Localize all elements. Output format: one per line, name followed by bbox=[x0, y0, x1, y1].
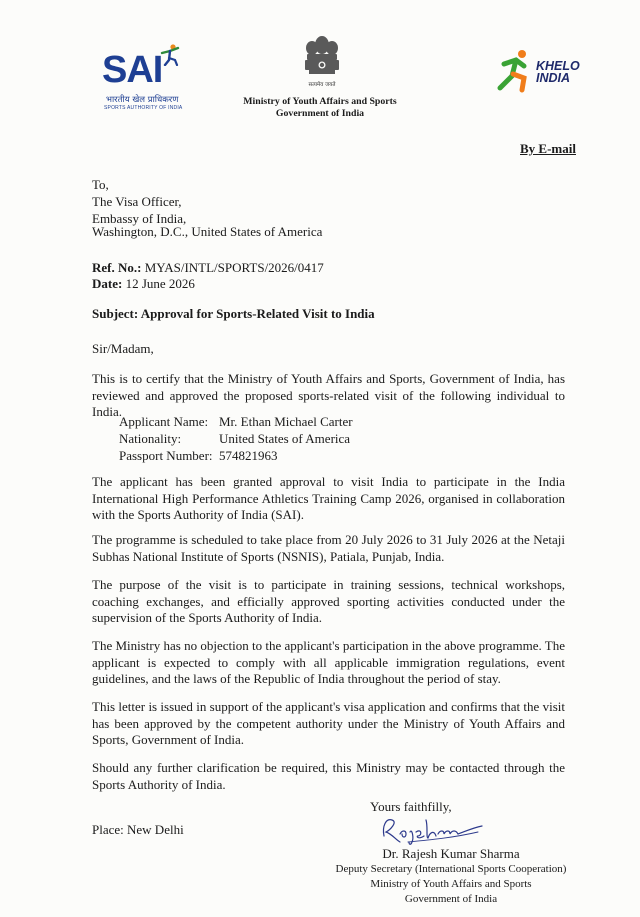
sai-logo-text: SAI bbox=[102, 49, 163, 91]
reference-number bbox=[92, 260, 324, 276]
signatory-title: Deputy Secretary (International Sports Cooperation) bbox=[335, 863, 567, 875]
paragraph-purpose: The purpose of the visit is to participate in training sessions, technical workshops, coaching exchanges, and efficially approved sporting activities conducted under the supervision of the Sports Authority of India. bbox=[92, 577, 565, 625]
khelo-text-line2: INDIA bbox=[536, 71, 571, 85]
emblem-caption: सत्यमेव जयते bbox=[308, 82, 336, 88]
paragraph-support: This letter is issued in support of the applicant's visa application and confirms that the visit has been approved by the competent authority under the Ministry of Youth Affairs and Sports, Government of India. bbox=[92, 699, 565, 747]
address-line2: Embassy of India, bbox=[92, 211, 187, 226]
paragraph-schedule: The programme is scheduled to take place from 20 July 2026 to 31 July 2026 at the Netaji Subhas National Institute of Sports (NSNIS), Patiala, Punjab, India. bbox=[92, 532, 565, 564]
address-line1: The Visa Officer, bbox=[92, 194, 182, 209]
closing-line: Yours faithfilly, bbox=[370, 799, 452, 814]
reference-value: MYAS/INTL/SPORTS/2026/0417 bbox=[144, 260, 324, 275]
ministry-header bbox=[200, 96, 440, 120]
sai-logo bbox=[100, 44, 192, 112]
paragraph-clarification: Should any further clarification be required, this Ministry may be contacted through the Sports Authority of India. bbox=[92, 760, 565, 792]
letter-date bbox=[92, 276, 195, 292]
detail-row bbox=[119, 430, 353, 447]
subject-line: Subject: Approval for Sports-Related Visit to India bbox=[92, 306, 375, 321]
khelo-india-text bbox=[536, 60, 580, 84]
ministry-name: Ministry of Youth Affairs and Sports bbox=[243, 96, 397, 107]
by-email-label: By E-mail bbox=[520, 141, 576, 156]
athlete-figure-icon bbox=[156, 44, 184, 66]
sai-hindi-text: भारतीय खेल प्राधिकरण bbox=[106, 95, 179, 105]
reference-label: Ref. No.: bbox=[92, 260, 142, 275]
detail-label: Nationality: bbox=[119, 431, 182, 446]
paragraph-certification: This is to certify that the Ministry of Youth Affairs and Sports, Government of India, has reviewed and approved the proposed sports-related visit of the following individual to India. bbox=[92, 371, 565, 419]
signatory-ministry: Ministry of Youth Affairs and Sports bbox=[370, 878, 532, 890]
paragraph-no-objection: The Ministry has no objection to the applicant's participation in the above programme. The applicant is expected to comply with all applicable immigration regulations, event guidelines, and the laws of the Republic of India throughout the period of stay. bbox=[92, 638, 565, 686]
signatory-name: Dr. Rajesh Kumar Sharma bbox=[382, 846, 520, 861]
salutation: Sir/Madam, bbox=[92, 341, 154, 356]
handwritten-signature bbox=[378, 812, 488, 846]
national-emblem-icon bbox=[297, 34, 347, 92]
khelo-india-logo bbox=[492, 48, 592, 96]
applicant-details bbox=[119, 413, 353, 464]
paragraph-approval: The applicant has been granted approval to visit India to participate in the India International High Performance Athletics Training Camp 2026, organised in collaboration with the Sports Authority of India (SAI). bbox=[92, 474, 565, 522]
address-to: To, bbox=[92, 177, 109, 192]
detail-label: Applicant Name: bbox=[119, 414, 209, 429]
detail-row bbox=[119, 413, 353, 430]
signatory-government: Government of India bbox=[404, 893, 498, 905]
place-line: Place: New Delhi bbox=[92, 822, 184, 837]
date-value: 12 June 2026 bbox=[125, 276, 195, 291]
address-line3: Washington, D.C., United States of America bbox=[92, 224, 323, 239]
detail-value: United States of America bbox=[219, 431, 351, 446]
khelo-text-line1: KHELO bbox=[536, 59, 580, 73]
sai-subtitle: SPORTS AUTHORITY OF INDIA bbox=[104, 105, 183, 111]
date-label: Date: bbox=[92, 276, 123, 291]
detail-label: Passport Number: bbox=[119, 448, 213, 463]
detail-row bbox=[119, 447, 353, 464]
detail-value: 574821963 bbox=[219, 448, 278, 463]
runner-icon bbox=[492, 48, 538, 96]
detail-value: Mr. Ethan Michael Carter bbox=[219, 414, 353, 429]
government-name: Government of India bbox=[275, 108, 365, 119]
signatory-block bbox=[326, 846, 576, 907]
